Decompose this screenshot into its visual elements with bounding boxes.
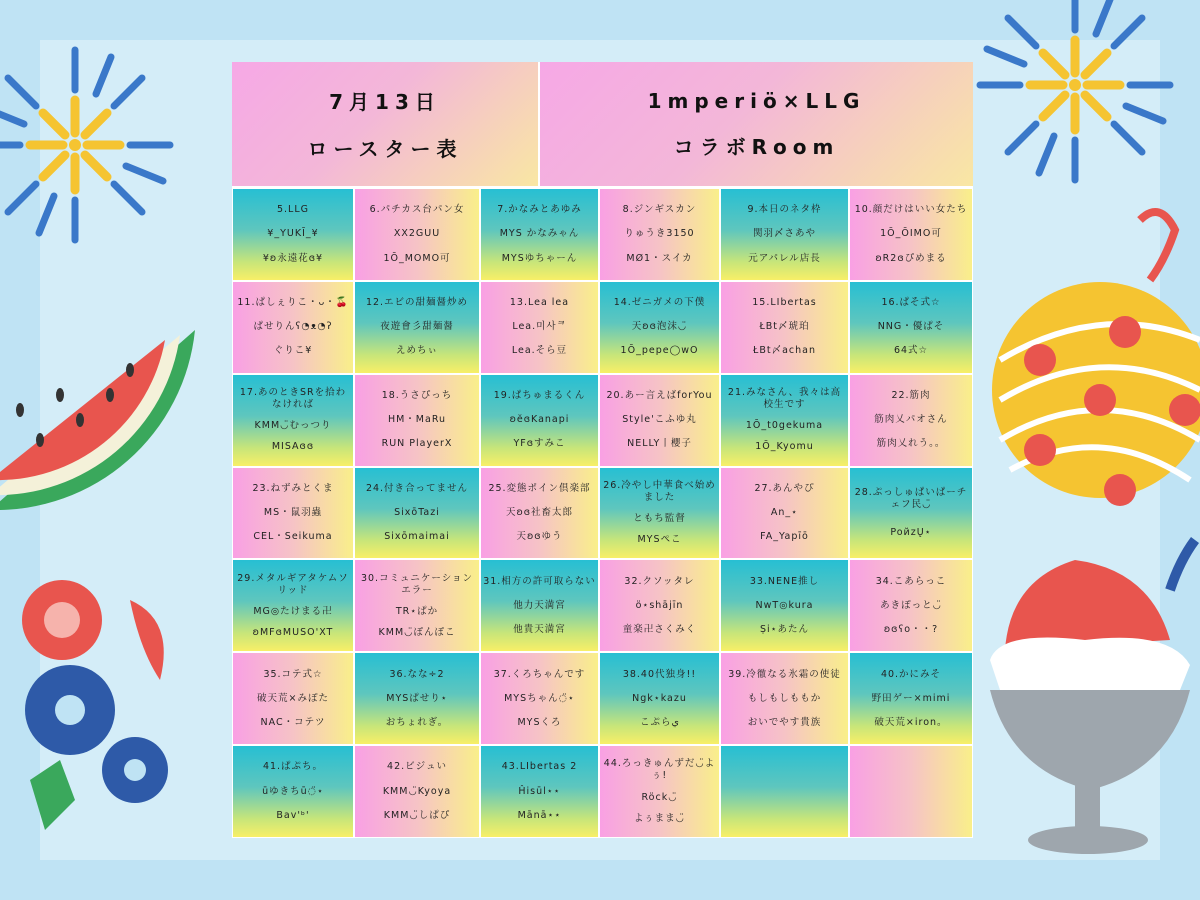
team-name: 21.みなさん、我々は高校生です [727, 387, 842, 410]
player-name: MØ1・スイカ [626, 252, 693, 264]
player-name: ŁBt〆琥珀 [759, 321, 810, 333]
team-name: 12.エビの甜麺醤炒め [365, 297, 469, 309]
roster-cell [849, 374, 973, 467]
player-name: Sixōmaimai [384, 531, 450, 543]
roster-cell [720, 188, 849, 281]
team-name: 34.こあらっこ [875, 575, 947, 587]
player-name: おちょれぎ。 [385, 716, 449, 728]
player-name: MISAɞɞ [271, 441, 315, 453]
player-name: Röck◡̈ [641, 791, 678, 803]
team-name: 30.コミュニケーションエラー [360, 572, 474, 596]
player-name: ぱせりんʕ◔ᴥ◔ʔ [253, 321, 333, 333]
team-name: 7.かなみとあゆみ [497, 204, 582, 216]
player-name: 童楽卍さくみく [622, 624, 697, 636]
player-name: よぅまま◡̈ [634, 812, 685, 824]
player-name: 夜遊會彡甜麺醤 [380, 321, 454, 333]
player-name: ŁBt〆achan [753, 345, 816, 357]
player-name: MG◎たけまる卍 [253, 605, 333, 617]
team-name: 23.ねずみとくま [252, 482, 334, 494]
player-name: MYSぱせり⋆ [386, 692, 448, 704]
roster-cell [232, 467, 354, 560]
player-name: HM・MaRu [387, 414, 447, 426]
player-name: KMM◡̈Kyoya [382, 785, 452, 797]
date-title: 7月13日 [329, 90, 441, 114]
player-name: ūゆきちū◌̈⋆ [262, 785, 324, 797]
team-name: 28.ぷっしゅぱいぱーチェフ民◡̈ [854, 486, 968, 510]
room-title: コラボRoom [673, 134, 840, 159]
team-name: 16.ぱそ式☆ [881, 297, 941, 309]
player-name: NELLY丨櫻子 [627, 438, 692, 450]
team-name: 33.NENE推し [749, 575, 820, 587]
player-name: Ṣi⋆あたん [759, 624, 810, 636]
team-name: 43.LIbertas 2 [501, 761, 578, 773]
roster-cell [480, 467, 599, 560]
team-name: 17.あのときSRを拾わなければ [239, 387, 347, 410]
roster-cell [232, 281, 354, 374]
roster-cell [480, 374, 599, 467]
player-name: Style'こふゆ丸 [622, 414, 697, 426]
roster-cell [849, 188, 973, 281]
team-name: 32.クソッタレ [624, 575, 695, 587]
player-name: SixōTazi [394, 507, 440, 519]
roster-cell [720, 745, 849, 838]
team-name: 18.うさぴっち [381, 390, 453, 401]
player-name: 他貴天満宮 [513, 624, 566, 636]
player-name: 1Ō_Kyomu [755, 441, 814, 453]
header-date-panel [232, 62, 538, 186]
team-name: 38.40代独身!! [622, 668, 697, 680]
player-name: RUN PlayerX [381, 438, 453, 450]
roster-cell [720, 559, 849, 652]
header-collab-panel [540, 62, 973, 186]
player-name: MYSゆちゃーん [501, 252, 578, 264]
player-name: ぐりこ¥ [273, 345, 313, 357]
team-name: 36.なな÷2 [389, 668, 445, 680]
team-name: 5.LLG [276, 204, 309, 216]
player-name: TR⋆ぱか [395, 605, 439, 617]
roster-cell [849, 467, 973, 560]
player-name: 1Ō_pepe◯wO [620, 345, 699, 357]
team-name: 42.ビジュい [387, 761, 447, 773]
roster-cell [599, 745, 720, 838]
team-name: 19.ぱちゅまるくん [493, 390, 586, 401]
player-name: ʚɞʕo・・? [883, 624, 939, 636]
team-name: 39.冷徹なる氷霜の使徒 [728, 668, 841, 680]
team-name: 24.付き合ってません [365, 482, 469, 494]
roster-cell [354, 467, 480, 560]
player-name: ʚĕɞKanapi [509, 414, 570, 426]
player-name: 野田ゲー×mimi [871, 692, 951, 704]
player-name: 筋肉乂パオさん [874, 414, 948, 426]
player-name: 破天荒×iron。 [874, 716, 948, 728]
player-name: ö⋆shājīn [635, 599, 684, 611]
player-name: Ngk⋆kazu [632, 692, 687, 704]
player-name: 1Ō_t0gekuma [745, 420, 824, 432]
player-name: もしもしももか [747, 692, 822, 704]
player-name: 天ʚɞゆう [516, 531, 563, 543]
player-name: YFɞすみこ [513, 438, 566, 450]
player-name: Lea.미사ᄏ [512, 321, 567, 333]
team-name: 13.Lea lea [509, 297, 570, 309]
roster-cell [354, 374, 480, 467]
player-name: 1Ō_ŌIMO可 [880, 228, 942, 240]
roster-cell [720, 374, 849, 467]
player-name: NAC・コテツ [260, 716, 326, 728]
player-name: Lea.そら豆 [511, 345, 568, 357]
player-name: Ĥisūl⋆⋆ [518, 785, 561, 797]
team-name: 8.ジンギスカン [622, 204, 697, 216]
roster-cell [480, 559, 599, 652]
team-name: 27.あんやぴ [754, 482, 815, 494]
player-name: MYSちゃん◌̈⋆ [504, 692, 575, 704]
player-name: 天ʚɞ社畜太郎 [505, 507, 574, 519]
player-name: 1Ō_MOMO可 [383, 252, 451, 264]
player-name: 天ʚɞ泡沫◡̈ [631, 321, 688, 333]
player-name: KMM◡̈ぽんぽこ [378, 627, 456, 639]
roster-cell [849, 559, 973, 652]
roster-cell [354, 559, 480, 652]
roster-cell [354, 652, 480, 745]
roster-cell [599, 188, 720, 281]
player-name: こぷらي [640, 716, 679, 728]
player-name: ʚR2ɞぴめまる [875, 252, 947, 264]
team-name: 35.コテ式☆ [263, 668, 323, 680]
collab-title: 1mperiö×LLG [647, 88, 866, 113]
roster-cell [599, 467, 720, 560]
player-name: りゅうき3150 [624, 228, 695, 240]
player-name: 64式☆ [893, 345, 929, 357]
player-name: ともち監督 [633, 512, 686, 524]
player-name: NwT◎kura [755, 599, 814, 611]
roster-cell [599, 559, 720, 652]
player-name: 破天荒×みぽた [257, 692, 329, 704]
player-name: FA_Yapīō [760, 531, 809, 543]
team-name: 9.本日のネタ枠 [747, 204, 822, 216]
roster-cell [849, 281, 973, 374]
roster-cell [480, 652, 599, 745]
player-name: えめちぃ [395, 345, 438, 357]
player-name: XX2GUU [393, 228, 441, 240]
team-name: 41.ぱぷち。 [262, 761, 324, 773]
roster-cell [720, 281, 849, 374]
team-name: 25.変態ポイン倶楽部 [488, 482, 591, 494]
player-name: 関羽〆さあや [752, 228, 816, 240]
player-name: MYS かなみゃん [499, 228, 580, 240]
player-name: Bav'ᵇ' [276, 809, 310, 821]
roster-cell [232, 559, 354, 652]
roster-cell [599, 652, 720, 745]
team-name: 37.くろちゃんです [493, 668, 586, 680]
player-name: 他力天満宮 [513, 599, 566, 611]
player-name: 筋肉乂れう。。 [876, 438, 946, 450]
team-name: 14.ゼニガメの下僕 [613, 297, 706, 309]
player-name: MYSくろ [517, 716, 562, 728]
roster-cell [849, 652, 973, 745]
team-name: 6.パチカス台パン女 [369, 204, 465, 216]
team-name: 29.メタルギアタケムソリッド [237, 572, 349, 596]
roster-cell [354, 281, 480, 374]
roster-cell [232, 745, 354, 838]
player-name: MS・鼠羽蟲 [263, 507, 323, 519]
team-name: 44.ろっきゅんずだ◡̈よぅ! [603, 758, 716, 782]
team-name: 40.かにみそ [880, 668, 942, 680]
player-name: Mānā⋆⋆ [517, 809, 562, 821]
roster-cell [354, 745, 480, 838]
roster-cell [720, 652, 849, 745]
team-name: 11.ぱしぇりこ・ᴗ・🍒 [237, 297, 349, 309]
player-name: あきぽっと◡̈ [880, 599, 942, 611]
player-name: NNG・優ぱそ [877, 321, 945, 333]
roster-cell [232, 374, 354, 467]
player-name: PoйzŲ⋆ [890, 527, 932, 539]
player-name: ʚMFɞMUSO'XT [252, 627, 334, 639]
player-name: ¥_YUKĪ_¥ [267, 228, 319, 240]
roster-cell [599, 374, 720, 467]
roster-cell [480, 188, 599, 281]
team-name: 10.顔だけはいい女たち [854, 204, 968, 216]
roster-cell [849, 745, 973, 838]
team-name: 31.相方の許可取らない [483, 575, 596, 587]
player-name: KMM◡̈むっつり [254, 420, 332, 432]
roster-board [232, 62, 973, 838]
player-name: CEL・Seikuma [253, 531, 333, 543]
roster-title: ロースター表 [307, 137, 463, 161]
player-name: KMM◡̈しぱぴ [383, 809, 451, 821]
team-name: 26.冷やし中華食べ始めました [603, 479, 716, 503]
player-name: 元アパレル店長 [748, 252, 821, 264]
player-name: おいでやす貴族 [747, 716, 822, 728]
roster-cell [599, 281, 720, 374]
team-name: 20.あー言えばforYou [606, 390, 713, 401]
player-name: An_⋆ [770, 507, 799, 519]
player-name: ¥ʚ永遠花ɞ¥ [262, 252, 324, 264]
roster-cell [232, 188, 354, 281]
roster-grid [232, 188, 973, 838]
team-name: 22.筋肉 [891, 390, 931, 401]
roster-cell [480, 281, 599, 374]
roster-cell [720, 467, 849, 560]
player-name: MYSぺこ [637, 534, 682, 546]
roster-cell [480, 745, 599, 838]
roster-cell [354, 188, 480, 281]
roster-cell [232, 652, 354, 745]
team-name: 15.LIbertas [752, 297, 817, 309]
